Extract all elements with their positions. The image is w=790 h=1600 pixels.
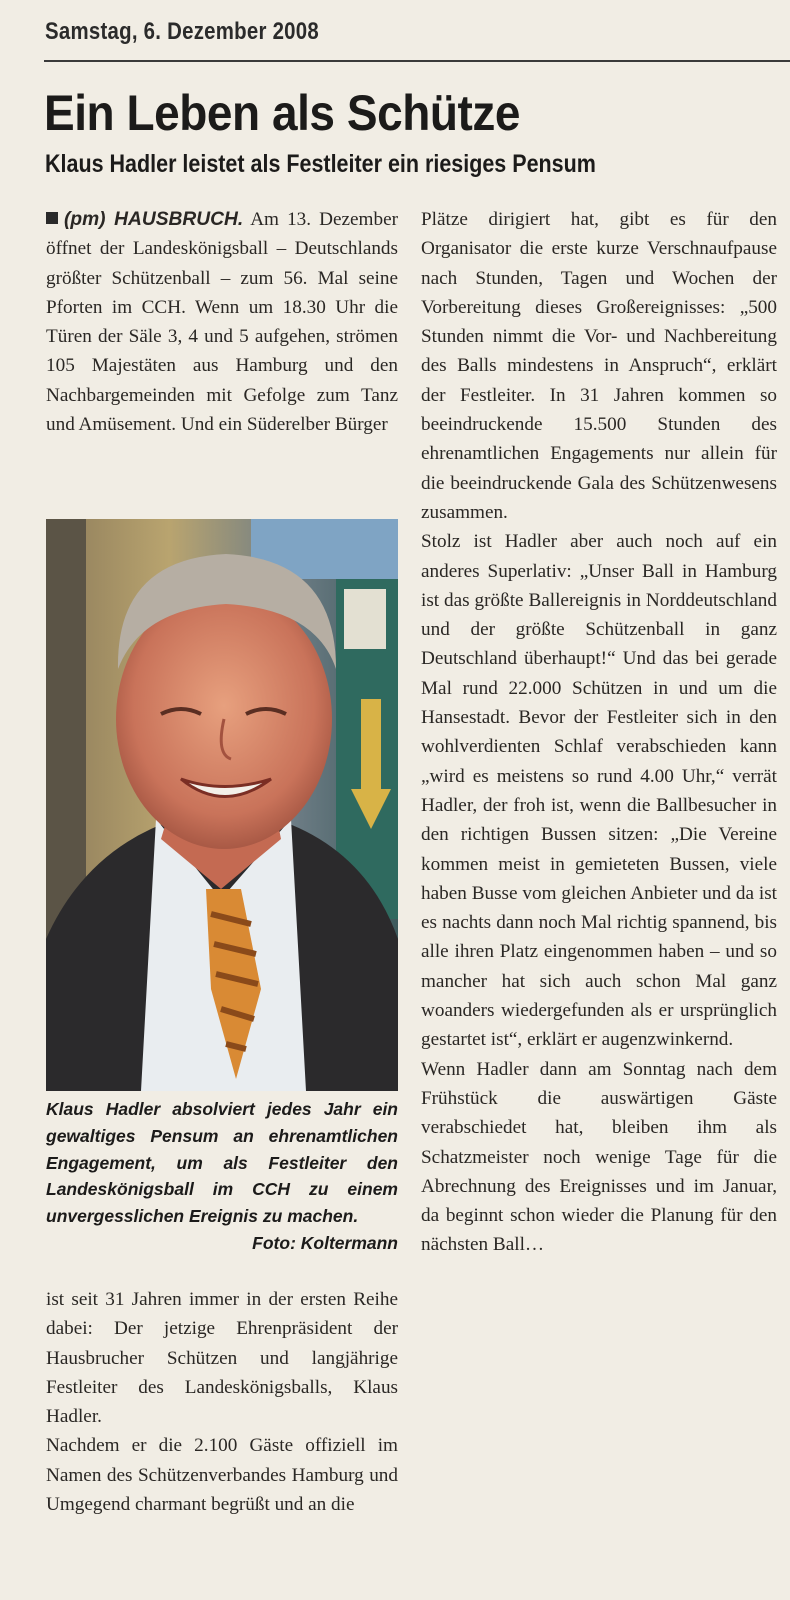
photo-credit: Foto: Koltermann [252, 1232, 398, 1253]
paragraph: ist seit 31 Jahren immer in der ersten Reihe dabei: Der jetzige Ehrenpräsident der Hausbrucher Schützen und langjährige Festleiter des Landeskönigsballs, Klaus Hadler. [46, 1289, 398, 1428]
portrait-illustration [46, 519, 398, 1091]
column-2 [421, 205, 777, 1260]
paragraph: Plätze dirigiert hat, gibt es für den Organisator die erste kurze Verschnaufpause nach Stunden, Tagen und Wochen der Vorbereitung dieses Großereignisses: „500 Stunden nimmt die Vor- und Nachbereitung des Balls mindestens in Anspruch“, erklärt der Festleiter. In 31 Jahren kommen so beeindruckende 15.500 Stunden des ehrenamtlichen Engagements nur allein für die beeindruckende Gala des Schützenwesens zusammen. [421, 209, 777, 523]
caption-text: Klaus Hadler absolviert jedes Jahr ein gewaltiges Pensum an ehrenamtlichen Engagement, um als Festleiter den Landeskönigsball im CCH zu einem unvergesslichen Ereignis zu machen. [46, 1099, 398, 1227]
square-bullet-icon [46, 212, 58, 224]
header-rule [44, 60, 790, 62]
kicker: (pm) HAUSBRUCH. [64, 209, 244, 230]
portrait-photo [46, 519, 398, 1091]
column-1-bottom [46, 1285, 398, 1519]
photo-caption [46, 1096, 398, 1257]
lead-paragraph [46, 205, 398, 439]
headline: Ein Leben als Schütze [44, 85, 521, 141]
subheadline: Klaus Hadler leistet als Festleiter ein riesiges Pensum [45, 150, 596, 178]
column-1-top [46, 205, 398, 439]
dateline: Samstag, 6. Dezember 2008 [45, 18, 319, 45]
lead-text: Am 13. Dezember öffnet der Landeskönigsball – Deutschlands größter Schützenball – zum 56. Mal seine Pforten im CCH. Wenn um 18.30 Uhr die Türen der Säle 3, 4 und 5 aufgehen, strömen 105 Majestäten aus Hamburg und den Nachbargemeinden mit Gefolge zum Tanz und Amüsement. Und ein Süderelber Bürger [46, 209, 398, 436]
paragraph: Wenn Hadler dann am Sonntag nach dem Frühstück die auswärtigen Gäste verabschiedet hat, bleiben ihm als Schatzmeister noch wenige Tage für die Abrechnung des Ereignisses und im Januar, da beginnt schon wieder die Planung für den nächsten Ball… [421, 1058, 777, 1256]
paragraph: Stolz ist Hadler aber auch noch auf ein anderes Superlativ: „Unser Ball in Hamburg ist das größte Ballereignis in Norddeutschland und der größte Schützenball in ganz Deutschland überhaupt!“ Und das bei gerade Mal rund 22.000 Schützen in und um die Hansestadt. Bevor der Festleiter sich in den wohlverdienten Schlaf verabschieden kann „wird es meistens so rund 4.00 Uhr,“ verrät Hadler, der froh ist, wenn die Ballbesucher in den richtigen Bussen sitzen: „Die Vereine kommen meist in gemieteten Bussen, viele haben Busse vom gleichen Anbieter und da ist es nachts dann noch Mal richtig spannend, bis alle ihren Platz eingenommen haben – und so mancher hat sich auch schon Mal ganz woanders wiedergefunden als er ursprünglich gestartet ist“, erklärt er augenzwinkernd. [421, 531, 777, 1051]
paragraph: Nachdem er die 2.100 Gäste offiziell im Namen des Schützenverbandes Hamburg und Umgegend charmant begrüßt und an die [46, 1435, 398, 1516]
